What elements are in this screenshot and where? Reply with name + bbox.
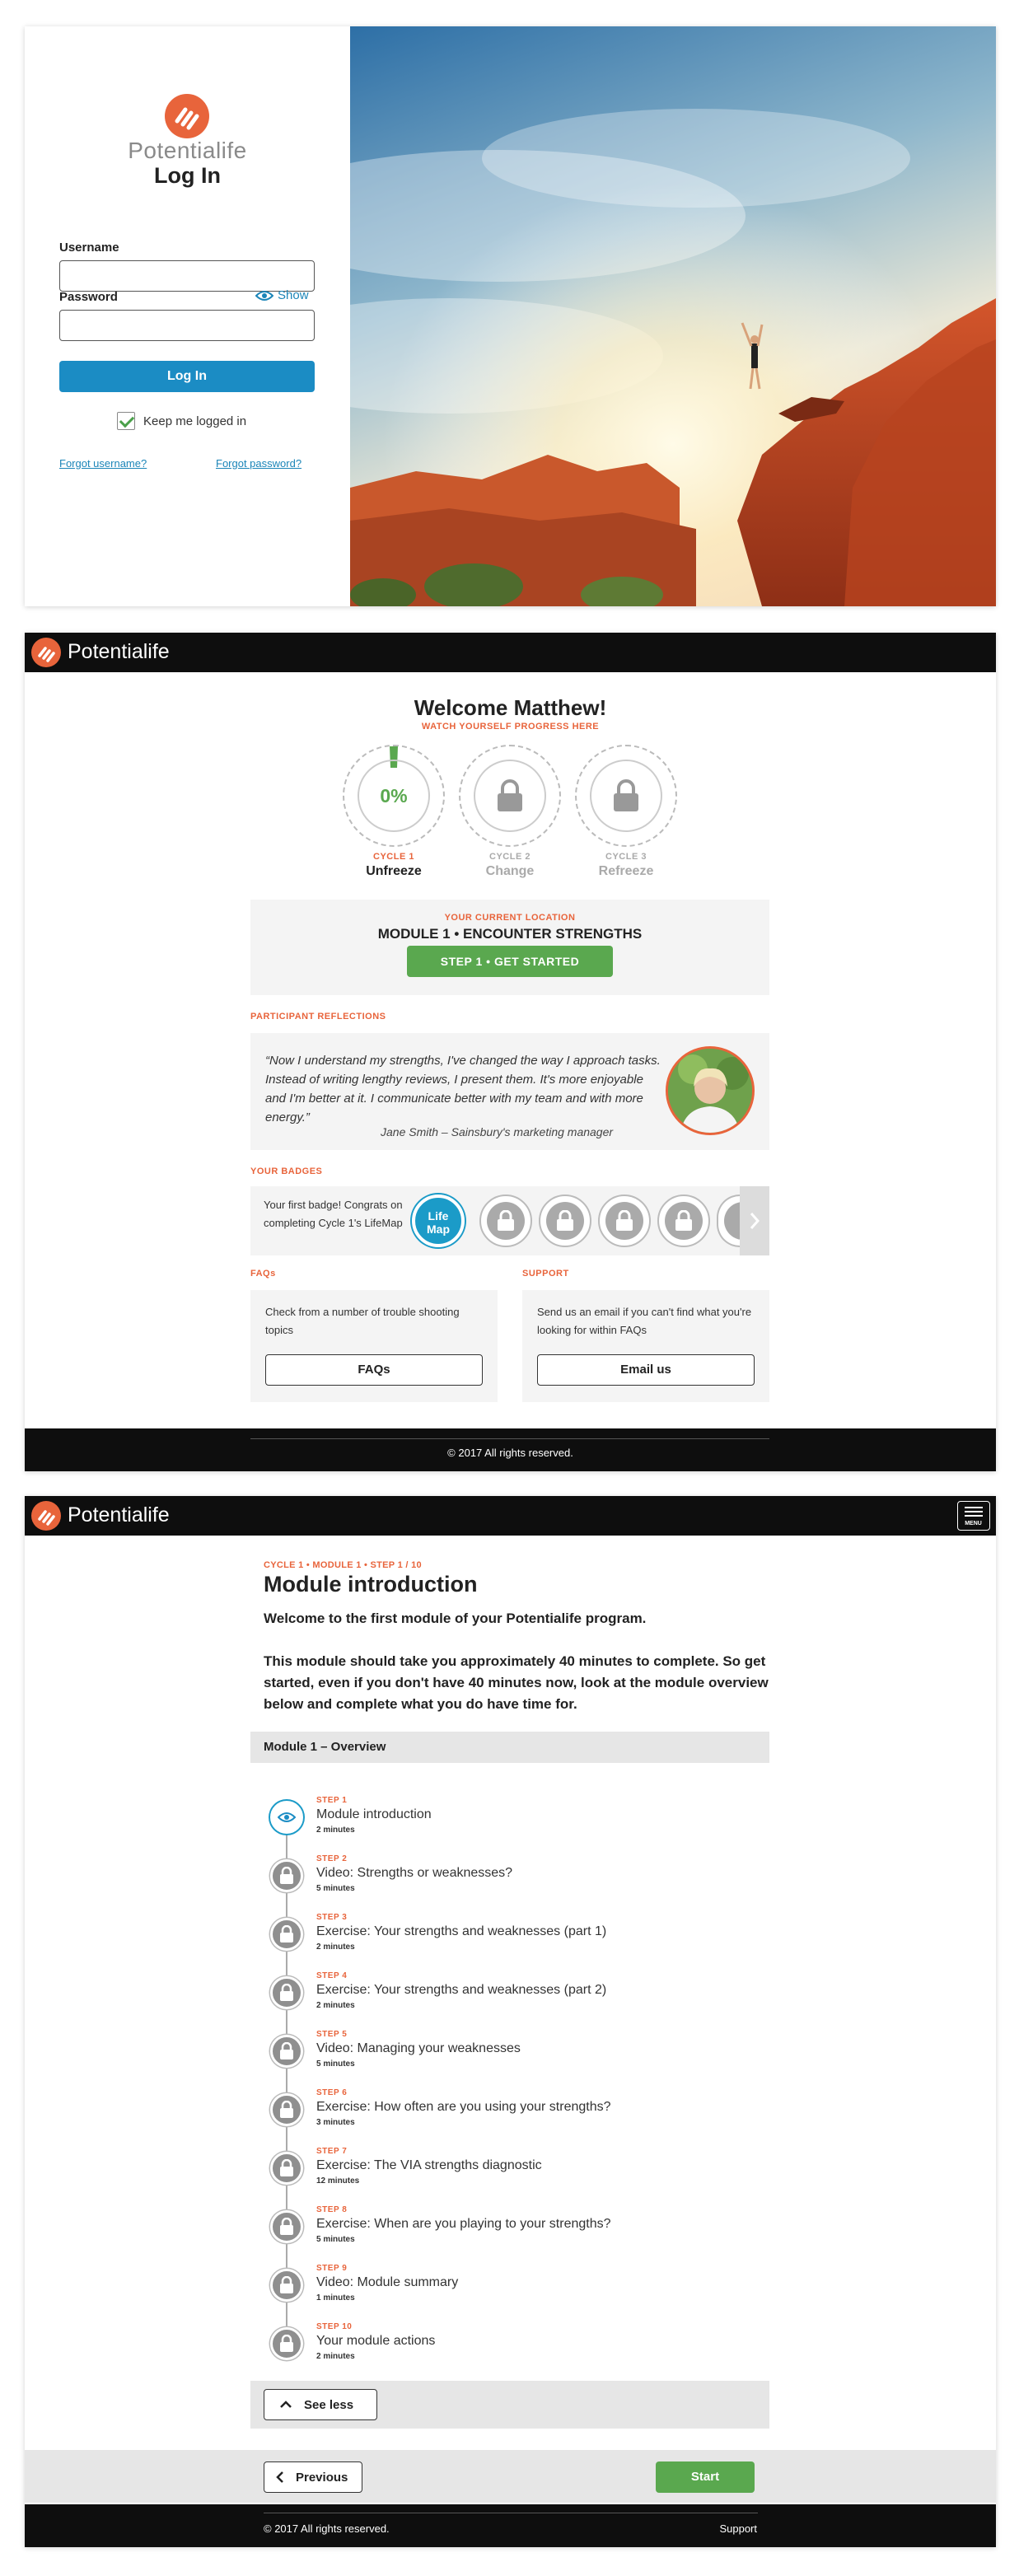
locked-badge [657, 1194, 710, 1247]
eye-icon [255, 290, 273, 302]
step-duration: 2 minutes [316, 1826, 355, 1835]
menu-label: MENU [965, 1521, 982, 1526]
copyright: © 2017 All rights reserved. [447, 1447, 573, 1459]
get-started-button[interactable]: STEP 1 • GET STARTED [407, 946, 613, 977]
step-label: STEP 8 [316, 2205, 348, 2214]
welcome-subtitle: WATCH YOURSELF PROGRESS HERE [421, 722, 600, 732]
page-title: Module introduction [264, 1572, 478, 1597]
step-duration: 2 minutes [316, 2001, 355, 2010]
locked-badge-partial [717, 1194, 740, 1247]
faqs-heading: FAQs [250, 1269, 276, 1279]
lock-icon [556, 1210, 574, 1232]
step-label: STEP 10 [316, 2322, 353, 2331]
start-button[interactable]: Start [656, 2461, 755, 2493]
step-duration: 2 minutes [316, 1943, 355, 1952]
locked-step-icon [270, 2210, 303, 2243]
potentialife-logo-icon[interactable] [31, 1501, 61, 1531]
top-bar [25, 1496, 996, 1536]
login-button[interactable]: Log In [59, 361, 315, 392]
locked-step-icon [270, 1976, 303, 2009]
footer [25, 2504, 996, 2547]
reflection-quote: “Now I understand my strengths, I've changed the way I approach tasks. Instead of writing lengthy reviews, I present them. It's more enjoyable and I'm better at it. I communicate better with my team and with more energy.” [265, 1054, 661, 1124]
locked-step-icon [270, 2035, 303, 2068]
cycle-progress-percent: 0% [380, 784, 408, 806]
lock-icon [279, 2335, 294, 2353]
lock-icon [279, 1867, 294, 1885]
lock-icon [279, 1925, 294, 1943]
cycle-3 [573, 745, 679, 879]
locked-step-icon [270, 1859, 303, 1892]
support-card [522, 1290, 769, 1402]
step-duration: 5 minutes [316, 1884, 355, 1893]
current-step-icon [270, 1801, 303, 1834]
potentialife-logo-icon[interactable] [31, 638, 61, 667]
locked-step-icon [270, 2093, 303, 2126]
email-us-button[interactable]: Email us [537, 1354, 755, 1386]
brand-name[interactable]: Potentialife [68, 640, 170, 663]
faqs-card [250, 1290, 498, 1402]
module-step[interactable] [270, 1796, 732, 1847]
step-duration: 2 minutes [316, 2352, 355, 2361]
cycle-label: CYCLE 1 [373, 852, 414, 862]
lock-icon [612, 779, 640, 812]
brand-name[interactable]: Potentialife [68, 1503, 170, 1526]
brand-name: Potentialife [128, 138, 247, 163]
show-password-toggle[interactable] [255, 288, 309, 302]
step-title: Your module actions [316, 2334, 436, 2348]
keep-logged-in-checkbox[interactable] [117, 412, 246, 430]
locked-step-icon [270, 2152, 303, 2185]
lock-icon [279, 2101, 294, 2119]
step-title: Exercise: Your strengths and weaknesses (part 2) [316, 1983, 607, 1997]
step-duration: 5 minutes [316, 2235, 355, 2244]
module-step[interactable] [270, 2030, 732, 2081]
module-step[interactable] [270, 1913, 732, 1964]
intro-paragraph: This module should take you approximately 40 minutes to complete. So get started, even if you don't have 40 minutes now, look at the module overview below and complete what you do have time for. [264, 1653, 769, 1712]
forgot-username-link[interactable]: Forgot username? [59, 457, 147, 470]
overview-heading: Module 1 – Overview [250, 1732, 769, 1763]
step-title: Video: Managing your weaknesses [316, 2041, 521, 2055]
step-duration: 1 minutes [316, 2293, 355, 2303]
cycle-name: Refreeze [598, 864, 654, 878]
forgot-password-link[interactable]: Forgot password? [216, 457, 302, 470]
see-less-label: See less [304, 2397, 354, 2412]
previous-button[interactable] [264, 2461, 362, 2493]
step-label: STEP 2 [316, 1854, 348, 1863]
location-heading: YOUR CURRENT LOCATION [444, 913, 576, 923]
step-title: Video: Strengths or weaknesses? [316, 1866, 513, 1880]
welcome-heading: Welcome Matthew! [414, 695, 607, 720]
module-step[interactable] [270, 2088, 732, 2139]
cycle-name: Change [485, 864, 535, 878]
step-title: Exercise: Your strengths and weaknesses (part 1) [316, 1924, 607, 1938]
copyright: © 2017 All rights reserved. [264, 2522, 390, 2535]
module-step[interactable] [270, 1971, 732, 2022]
module-step[interactable] [270, 2205, 732, 2256]
badges-strip [250, 1186, 769, 1255]
step-title: Exercise: How often are you using your strengths? [316, 2100, 611, 2114]
potentialife-logo-icon [165, 94, 209, 138]
module-step[interactable] [270, 1854, 732, 1905]
badge-message: Your first badge! Congrats on completing Cycle 1's LifeMap [264, 1199, 403, 1229]
current-location-card [250, 900, 769, 995]
module-step[interactable] [270, 2147, 732, 2198]
cycle-label: CYCLE 2 [489, 852, 531, 862]
step-duration: 12 minutes [316, 2176, 360, 2186]
lock-icon [279, 2159, 294, 2177]
lock-icon [496, 779, 524, 812]
dashboard-panel [25, 633, 996, 1471]
progress-ring [459, 745, 561, 847]
cycle-2 [457, 745, 563, 879]
top-bar [25, 633, 996, 672]
lock-icon [279, 2218, 294, 2236]
module-panel [25, 1496, 996, 2547]
progress-ring [343, 745, 445, 847]
lock-icon [279, 2042, 294, 2060]
eye-icon [278, 1812, 296, 1823]
faqs-text: Check from a number of trouble shooting topics [265, 1306, 460, 1336]
lock-icon [497, 1210, 515, 1232]
login-panel [25, 26, 996, 606]
cycle-label: CYCLE 3 [605, 852, 647, 862]
login-form-area [25, 26, 350, 606]
chevron-right-icon [749, 1211, 760, 1231]
see-less-button[interactable] [264, 2389, 377, 2420]
reflection-card [250, 1033, 769, 1150]
intro-paragraph: Welcome to the first module of your Potentialife program. [264, 1611, 647, 1626]
keep-logged-in-label: Keep me logged in [143, 414, 247, 428]
hero-photo-red-rocks [350, 26, 996, 606]
step-title: Exercise: The VIA strengths diagnostic [316, 2158, 542, 2172]
show-label: Show [278, 288, 309, 302]
lifemap-badge[interactable]: Life Map [412, 1194, 465, 1247]
step-duration: 3 minutes [316, 2118, 355, 2127]
menu-button[interactable] [957, 1501, 990, 1531]
lock-icon [279, 1984, 294, 2002]
username-label: Username [59, 241, 119, 255]
see-less-bar [250, 2381, 769, 2429]
support-text: Send us an email if you can't find what you're looking for within FAQs [537, 1306, 752, 1336]
module-step[interactable] [270, 2322, 732, 2373]
lock-icon [675, 1210, 693, 1232]
step-title: Video: Module summary [316, 2275, 459, 2289]
step-duration: 5 minutes [316, 2059, 355, 2069]
avatar [666, 1046, 755, 1135]
step-label: STEP 6 [316, 2088, 348, 2097]
lock-icon [279, 2276, 294, 2294]
badges-next-button[interactable] [740, 1186, 769, 1255]
page-title: Log In [154, 163, 221, 188]
lock-icon [615, 1210, 633, 1232]
faqs-button[interactable]: FAQs [265, 1354, 483, 1386]
cycle-name: Unfreeze [366, 864, 422, 878]
step-title: Exercise: When are you playing to your strengths? [316, 2217, 611, 2231]
footer [25, 1428, 996, 1471]
locked-step-icon [270, 1918, 303, 1951]
password-label: Password [59, 290, 118, 304]
locked-step-icon [270, 2269, 303, 2302]
location-module: MODULE 1 • ENCOUNTER STRENGTHS [377, 926, 643, 942]
step-label: STEP 9 [316, 2264, 348, 2273]
step-label: STEP 5 [316, 2030, 348, 2039]
chevron-up-icon [279, 2401, 292, 2409]
step-title: Module introduction [316, 1807, 432, 1821]
support-link[interactable]: Support [719, 2522, 757, 2535]
locked-badge [479, 1194, 532, 1247]
locked-step-icon [270, 2327, 303, 2360]
locked-badge [539, 1194, 591, 1247]
cycle-1[interactable] [341, 745, 446, 879]
locked-badge [598, 1194, 651, 1247]
step-navigation [25, 2450, 996, 2503]
reflections-heading: PARTICIPANT REFLECTIONS [250, 1012, 386, 1022]
checkbox-checked-icon[interactable] [117, 412, 135, 430]
module-intro [264, 1608, 774, 1715]
progress-ring [575, 745, 677, 847]
previous-label: Previous [296, 2470, 348, 2485]
step-label: STEP 7 [316, 2147, 348, 2156]
step-label: STEP 4 [316, 1971, 348, 1980]
reflection-author: Jane Smith – Sainsbury's marketing manager [381, 1125, 614, 1138]
breadcrumb: CYCLE 1 • MODULE 1 • STEP 1 / 10 [264, 1560, 422, 1570]
username-input[interactable] [59, 260, 315, 292]
support-heading: SUPPORT [522, 1269, 569, 1279]
chevron-left-icon [276, 2471, 284, 2484]
step-label: STEP 1 [316, 1796, 348, 1805]
step-label: STEP 3 [316, 1913, 348, 1922]
module-step[interactable] [270, 2264, 732, 2315]
password-input[interactable] [59, 310, 315, 341]
badges-heading: YOUR BADGES [250, 1166, 323, 1176]
